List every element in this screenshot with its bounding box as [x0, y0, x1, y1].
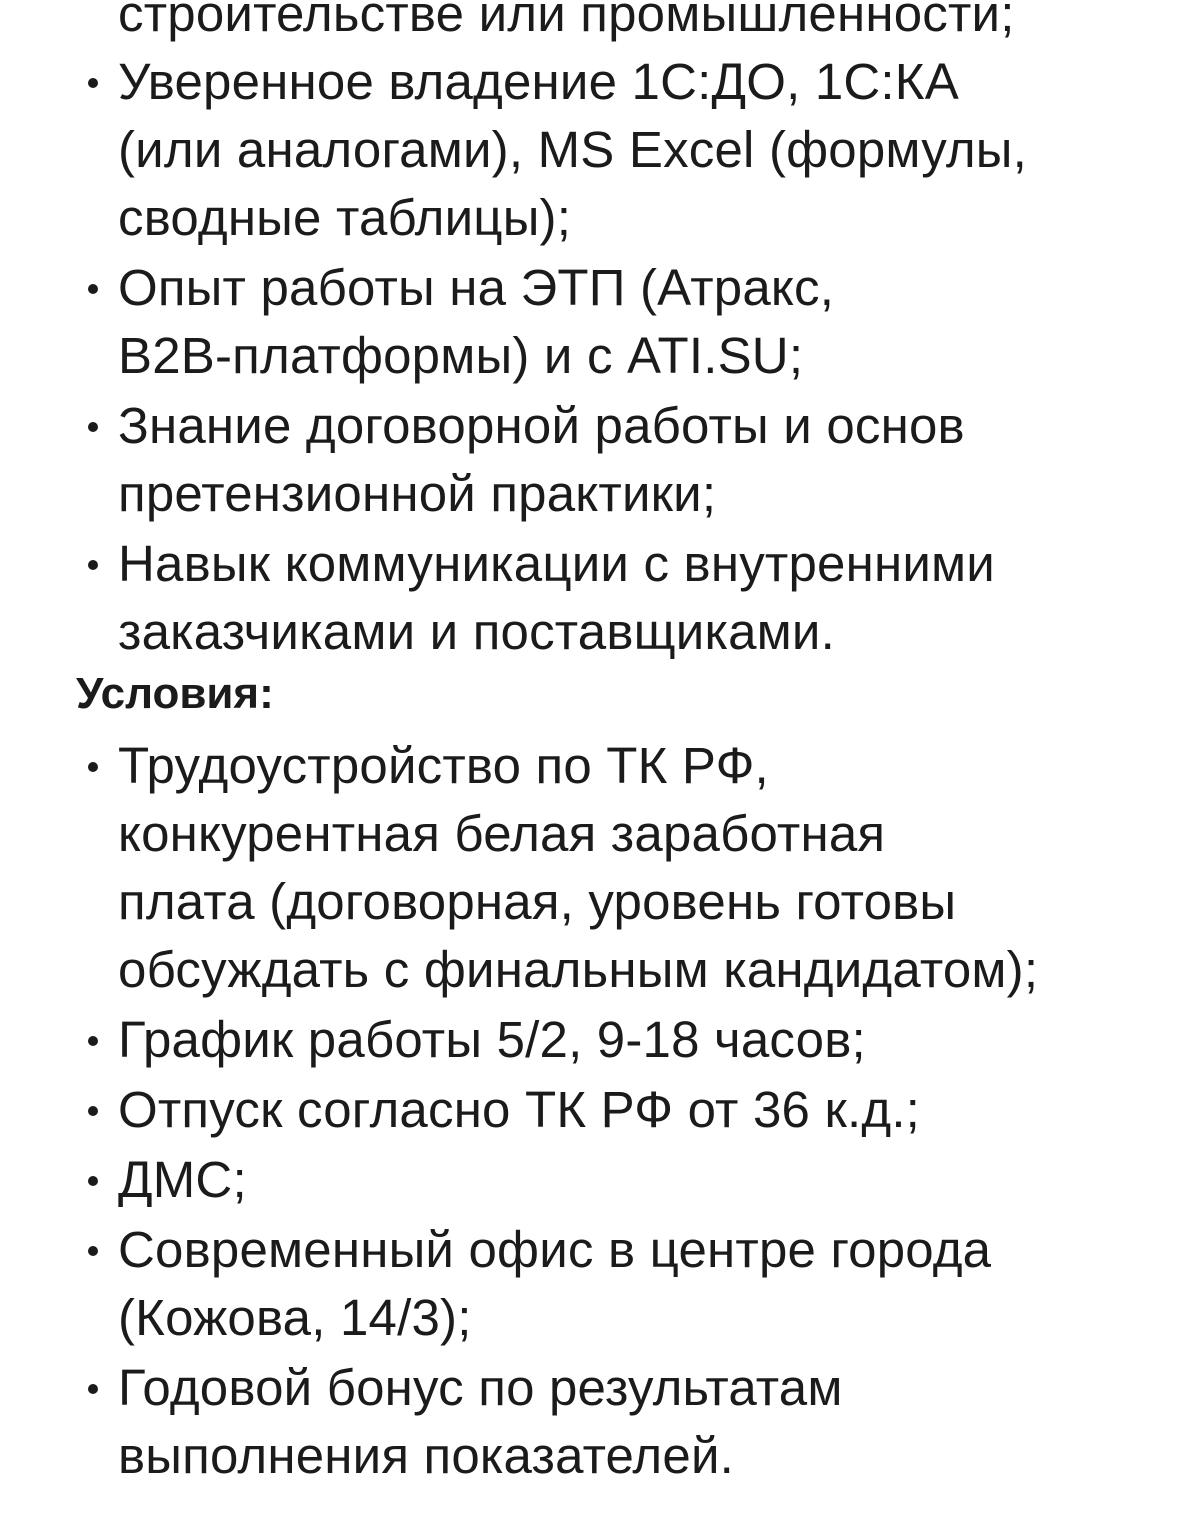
text-line: Отпуск согласно ТК РФ от 36 к.д.; — [118, 1081, 921, 1138]
text-line: Годовой бонус по результатам — [118, 1359, 843, 1416]
text-line: B2B-платформы) и с ATI.SU; — [118, 327, 804, 384]
list-item — [0, 732, 1199, 1004]
bullet-icon — [88, 1384, 98, 1394]
bullet-icon — [88, 422, 98, 432]
bullet-icon — [88, 762, 98, 772]
text-line: плата (договорная, уровень готовы — [118, 873, 957, 930]
list-item — [0, 48, 1199, 252]
list-item — [0, 1146, 1199, 1214]
text-line: сводные таблицы); — [118, 189, 572, 246]
text-line: заказчиками и поставщиками. — [118, 603, 835, 660]
bullet-icon — [88, 284, 98, 294]
bullet-icon — [88, 1036, 98, 1046]
text-line: Трудоустройство по ТК РФ, — [118, 737, 769, 794]
bullet-icon — [88, 1106, 98, 1116]
list-item — [0, 1076, 1199, 1144]
text-line: Знание договорной работы и основ — [118, 397, 965, 454]
list-item — [0, 1006, 1199, 1074]
text-line: График работы 5/2, 9-18 часов; — [118, 1011, 866, 1068]
bullet-icon — [88, 1176, 98, 1186]
text-line: Современный офис в центре города — [118, 1221, 992, 1278]
text-line: (или аналогами), MS Excel (формулы, — [118, 121, 1028, 178]
bullet-icon — [88, 78, 98, 88]
text-line: (Кожова, 14/3); — [118, 1289, 472, 1346]
conditions-heading: Условия: — [76, 669, 274, 718]
text-line: обсуждать с финальным кандидатом); — [118, 941, 1039, 998]
list-item — [0, 392, 1199, 528]
text-line: ДМС; — [118, 1151, 247, 1208]
text-line: претензионной практики; — [118, 465, 717, 522]
text-line: Уверенное владение 1С:ДО, 1С:КА — [118, 53, 959, 110]
text-line: Навык коммуникации с внутренними — [118, 535, 995, 592]
text-line: выполнения показателей. — [118, 1427, 735, 1484]
list-item — [0, 1216, 1199, 1352]
list-item — [0, 1354, 1199, 1490]
list-item — [0, 254, 1199, 390]
text-line: строительстве или промышленности; — [118, 0, 1015, 42]
text-line: Опыт работы на ЭТП (Атракс, — [118, 259, 835, 316]
text-line: конкурентная белая заработная — [118, 805, 886, 862]
bullet-icon — [88, 1246, 98, 1256]
continued-list-item — [0, 0, 1199, 48]
requirements-list — [0, 48, 1199, 666]
list-item — [0, 530, 1199, 666]
conditions-list — [0, 732, 1199, 1490]
bullet-icon — [88, 560, 98, 570]
